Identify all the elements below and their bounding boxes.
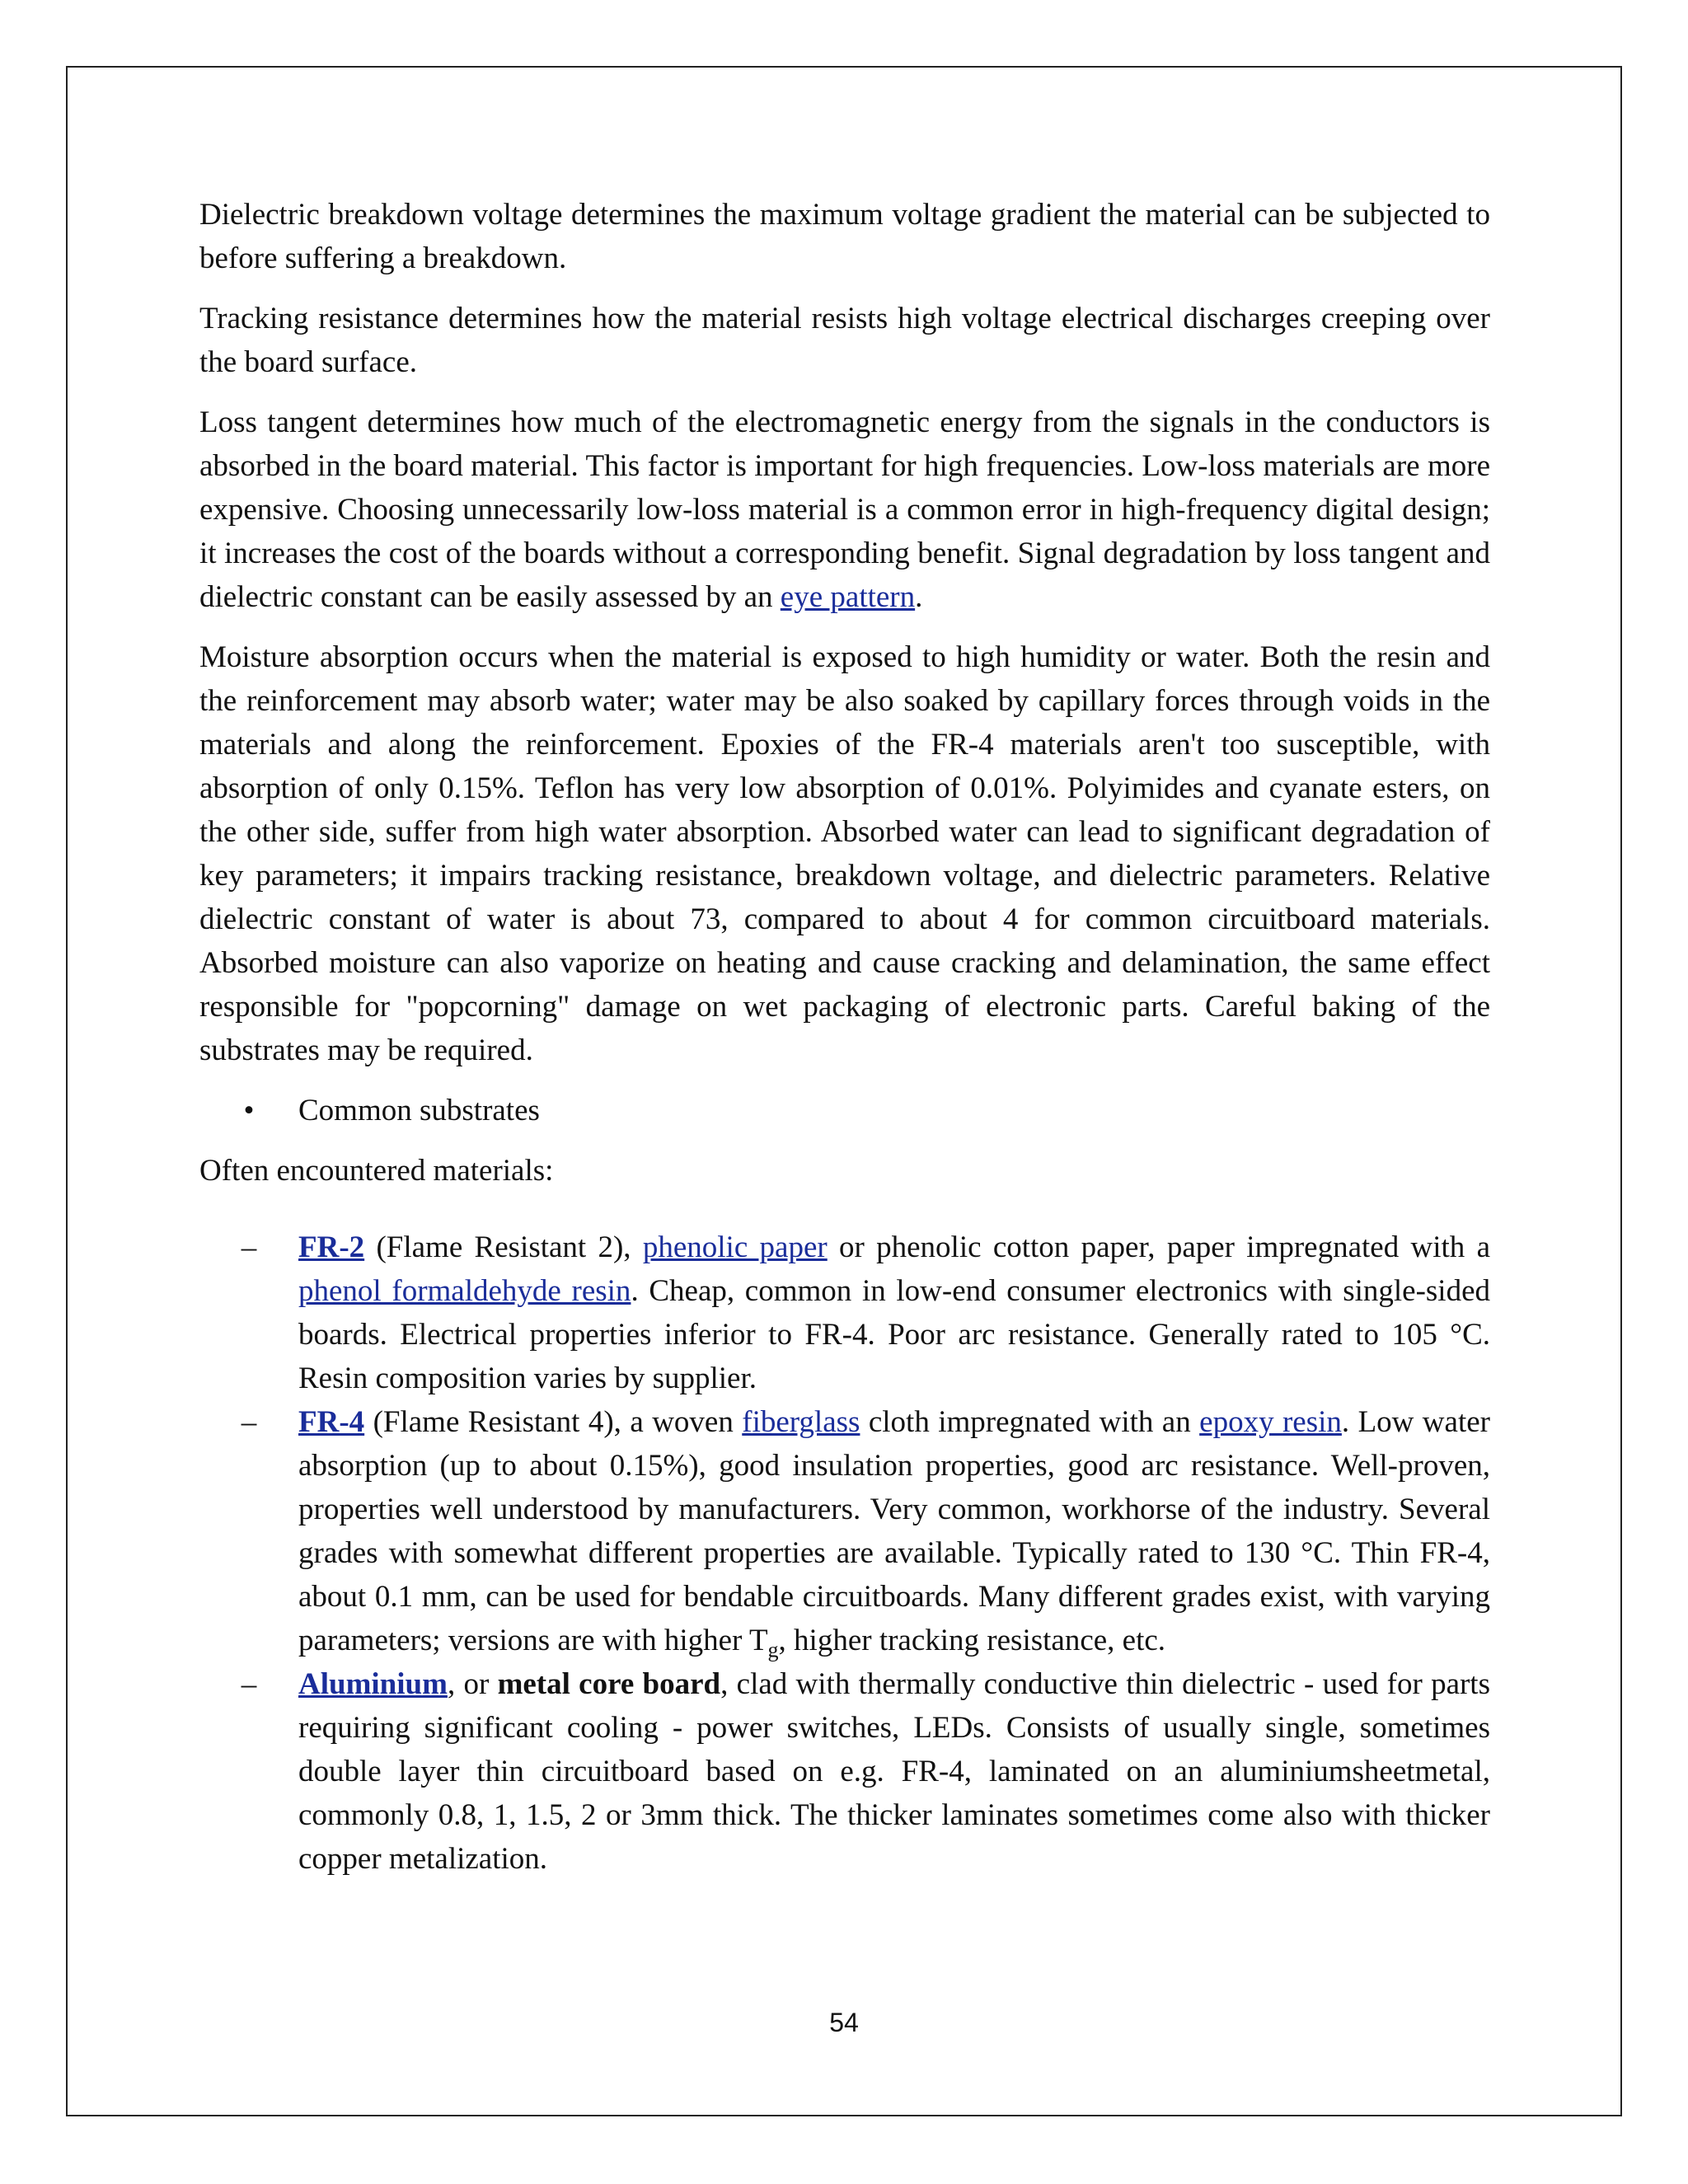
dash-marker: – <box>241 1667 257 1701</box>
bullet-text: Common substrates <box>298 1094 540 1127</box>
phenolic-paper-link[interactable]: phenolic paper <box>642 1230 828 1264</box>
metal-core-board-bold: metal core board <box>497 1667 721 1701</box>
text-fragment: . Cheap, common in low-end consumer electronics with single-sided boards. Electrical properties inferior to FR-4. Poor arc resistance. Generally rated to 105 °C. Resin composition varies by supplier. <box>298 1274 1490 1395</box>
text-fragment: , clad with thermally conductive thin dielectric - used for parts requiring significant cooling - power switches, LEDs. Consists of usually single, sometimes double layer thin circuitboard based on e.g. FR-4, laminated on an aluminiumsheetmetal, commonly 0.8, 1, 1.5, 2 or 3mm thick. The thicker laminates sometimes come also with thicker copper metalization. <box>298 1667 1490 1876</box>
paragraph-text: Loss tangent determines how much of the electromagnetic energy from the signals in the conductors is absorbed in the board material. This factor is important for high frequencies. Low-loss materials are more expensive. Choosing unnecessarily low-loss material is a common error in high-frequency digital design; it increases the cost of the boards without a corresponding benefit. Signal degradation by loss tangent and dielectric constant can be easily assessed by an <box>199 405 1490 614</box>
fiberglass-link[interactable]: fiberglass <box>742 1405 860 1439</box>
dash-marker: – <box>241 1405 257 1439</box>
text-fragment: , or <box>447 1667 498 1701</box>
paragraph-tracking-resistance: Tracking resistance determines how the material resists high voltage electrical discharges creeping over the board surface. <box>199 302 1490 379</box>
dash-marker: – <box>241 1230 257 1264</box>
paragraph-dielectric-breakdown: Dielectric breakdown voltage determines the maximum voltage gradient the material can be subjected to before suffering a breakdown. <box>199 198 1490 275</box>
text-fragment: . Low water absorption (up to about 0.15%), good insulation properties, good arc resistance. Well-proven, properties well understood by manufacturers. Very common, workhorse of the industry. Several grades with somewhat different properties are available. Typically rated to 130 °C. Thin FR-4, about 0.1 mm, can be used for bendable circuitboards. Many different grades exist, with varying parameters; versions are with higher T <box>298 1405 1490 1657</box>
list-item-text <box>298 1400 1490 1662</box>
page-number: 54 <box>829 2008 859 2037</box>
materials-list <box>199 1226 1490 1881</box>
paragraph-moisture-absorption: Moisture absorption occurs when the material is exposed to high humidity or water. Both the resin and the reinforcement may absorb water; water may be also soaked by capillary forces through voids in the materials and along the reinforcement. Epoxies of the FR-4 materials aren't too susceptible, with absorption of only 0.15%. Teflon has very low absorption of 0.01%. Polyimides and cyanate esters, on the other side, suffer from high water absorption. Absorbed water can lead to significant degradation of key parameters; it impairs tracking resistance, breakdown voltage, and dielectric parameters. Relative dielectric constant of water is about 73, compared to about 4 for common circuitboard materials. Absorbed moisture can also vaporize on heating and cause cracking and delamination, the same effect responsible for "popcorning" damage on wet packaging of electronic parts. Careful baking of the substrates may be required. <box>199 640 1490 1067</box>
phenol-formaldehyde-resin-link[interactable]: phenol formaldehyde resin <box>298 1274 631 1308</box>
list-item-fr2 <box>199 1226 1490 1400</box>
text-fragment: (Flame Resistant 2), <box>364 1230 643 1264</box>
document-body <box>199 193 1490 1881</box>
list-item-text <box>298 1226 1490 1400</box>
list-item-aluminium <box>199 1662 1490 1881</box>
subscript-g: g <box>767 1638 779 1662</box>
intro-materials: Often encountered materials: <box>199 1154 554 1188</box>
text-fragment: , higher tracking resistance, etc. <box>778 1624 1166 1657</box>
eye-pattern-link[interactable]: eye pattern <box>780 580 916 614</box>
list-item-fr4 <box>199 1400 1490 1662</box>
text-fragment: cloth impregnated with an <box>860 1405 1200 1439</box>
bullet-marker: • <box>243 1094 255 1127</box>
aluminium-link[interactable]: Aluminium <box>298 1667 448 1701</box>
paragraph-end: . <box>915 580 923 614</box>
text-fragment: (Flame Resistant 4), a woven <box>364 1405 743 1439</box>
text-fragment: or phenolic cotton paper, paper impregnated with a <box>827 1230 1490 1264</box>
paragraph-loss-tangent <box>199 401 1490 619</box>
fr4-link[interactable]: FR-4 <box>298 1405 365 1439</box>
fr2-link[interactable]: FR-2 <box>298 1230 365 1264</box>
epoxy-resin-link[interactable]: epoxy resin <box>1199 1405 1342 1439</box>
list-item-text <box>298 1662 1490 1881</box>
bullet-common-substrates <box>199 1089 1490 1132</box>
